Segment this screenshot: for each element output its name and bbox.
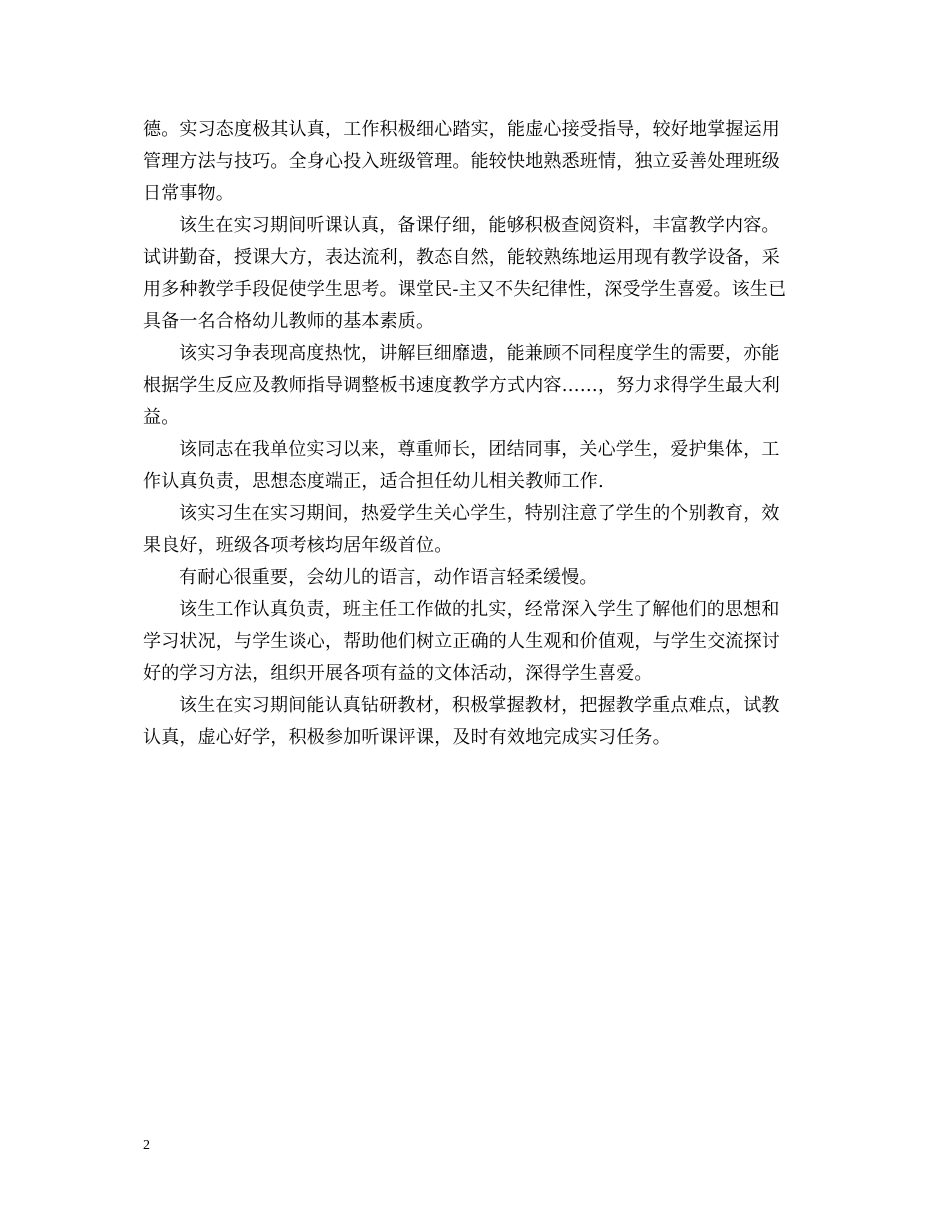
- text-line: 学习状况，与学生谈心，帮助他们树立正确的人生观和价值观，与学生交流探讨: [143, 631, 780, 652]
- text-line: 用多种教学手段促使学生思考。课堂民-主又不失纪律性，深受学生喜爱。该生已: [143, 279, 787, 300]
- paragraph: [143, 210, 809, 338]
- text-line: 试讲勤奋，授课大方，表达流利，教态自然，能较熟练地运用现有教学设备，采: [143, 247, 780, 268]
- text-line: 有耐心很重要，会幼儿的语言，动作语言轻柔缓慢。: [179, 567, 598, 588]
- text-line: 作认真负责，思想态度端正，适合担任幼儿相关教师工作.: [143, 471, 604, 492]
- text-line: 果良好，班级各项考核均居年级首位。: [143, 535, 453, 556]
- paragraph: [143, 498, 809, 562]
- text-line: 日常事物。: [143, 183, 234, 204]
- text-line: 该同志在我单位实习以来，尊重师长，团结同事，关心学生，爱护集体，工: [179, 439, 780, 460]
- text-line: 认真，虚心好学，积极参加听课评课，及时有效地完成实习任务。: [143, 727, 671, 748]
- paragraph: [143, 594, 809, 690]
- document-body: [143, 114, 809, 754]
- page-number: 2: [143, 1138, 150, 1153]
- text-line: 该实习争表现高度热忱，讲解巨细靡遗，能兼顾不同程度学生的需要，亦能: [179, 343, 780, 364]
- text-line: 该实习生在实习期间，热爱学生关心学生，特别注意了学生的个别教育，效: [179, 503, 780, 524]
- text-line: 该生在实习期间听课认真，备课仔细，能够积极查阅资料，丰富教学内容。: [179, 215, 780, 236]
- paragraph: [143, 690, 809, 754]
- paragraph: [143, 434, 809, 498]
- text-line: 该生工作认真负责，班主任工作做的扎实，经常深入学生了解他们的思想和: [179, 599, 780, 620]
- paragraph: [143, 114, 809, 210]
- text-line: 德。实习态度极其认真，工作积极细心踏实，能虚心接受指导，较好地掌握运用: [143, 119, 780, 140]
- text-line: 管理方法与技巧。全身心投入班级管理。能较快地熟悉班情，独立妥善处理班级: [143, 151, 780, 172]
- paragraph: [143, 562, 809, 594]
- text-line: 好的学习方法，组织开展各项有益的文体活动，深得学生喜爱。: [143, 663, 653, 684]
- paragraph: [143, 338, 809, 434]
- text-line: 根据学生反应及教师指导调整板书速度教学方式内容……，努力求得学生最大利: [143, 375, 780, 396]
- text-line: 具备一名合格幼儿教师的基本素质。: [143, 311, 435, 332]
- text-line: 该生在实习期间能认真钻研教材，积极掌握教材，把握教学重点难点，试教: [179, 695, 780, 716]
- text-line: 益。: [143, 407, 180, 428]
